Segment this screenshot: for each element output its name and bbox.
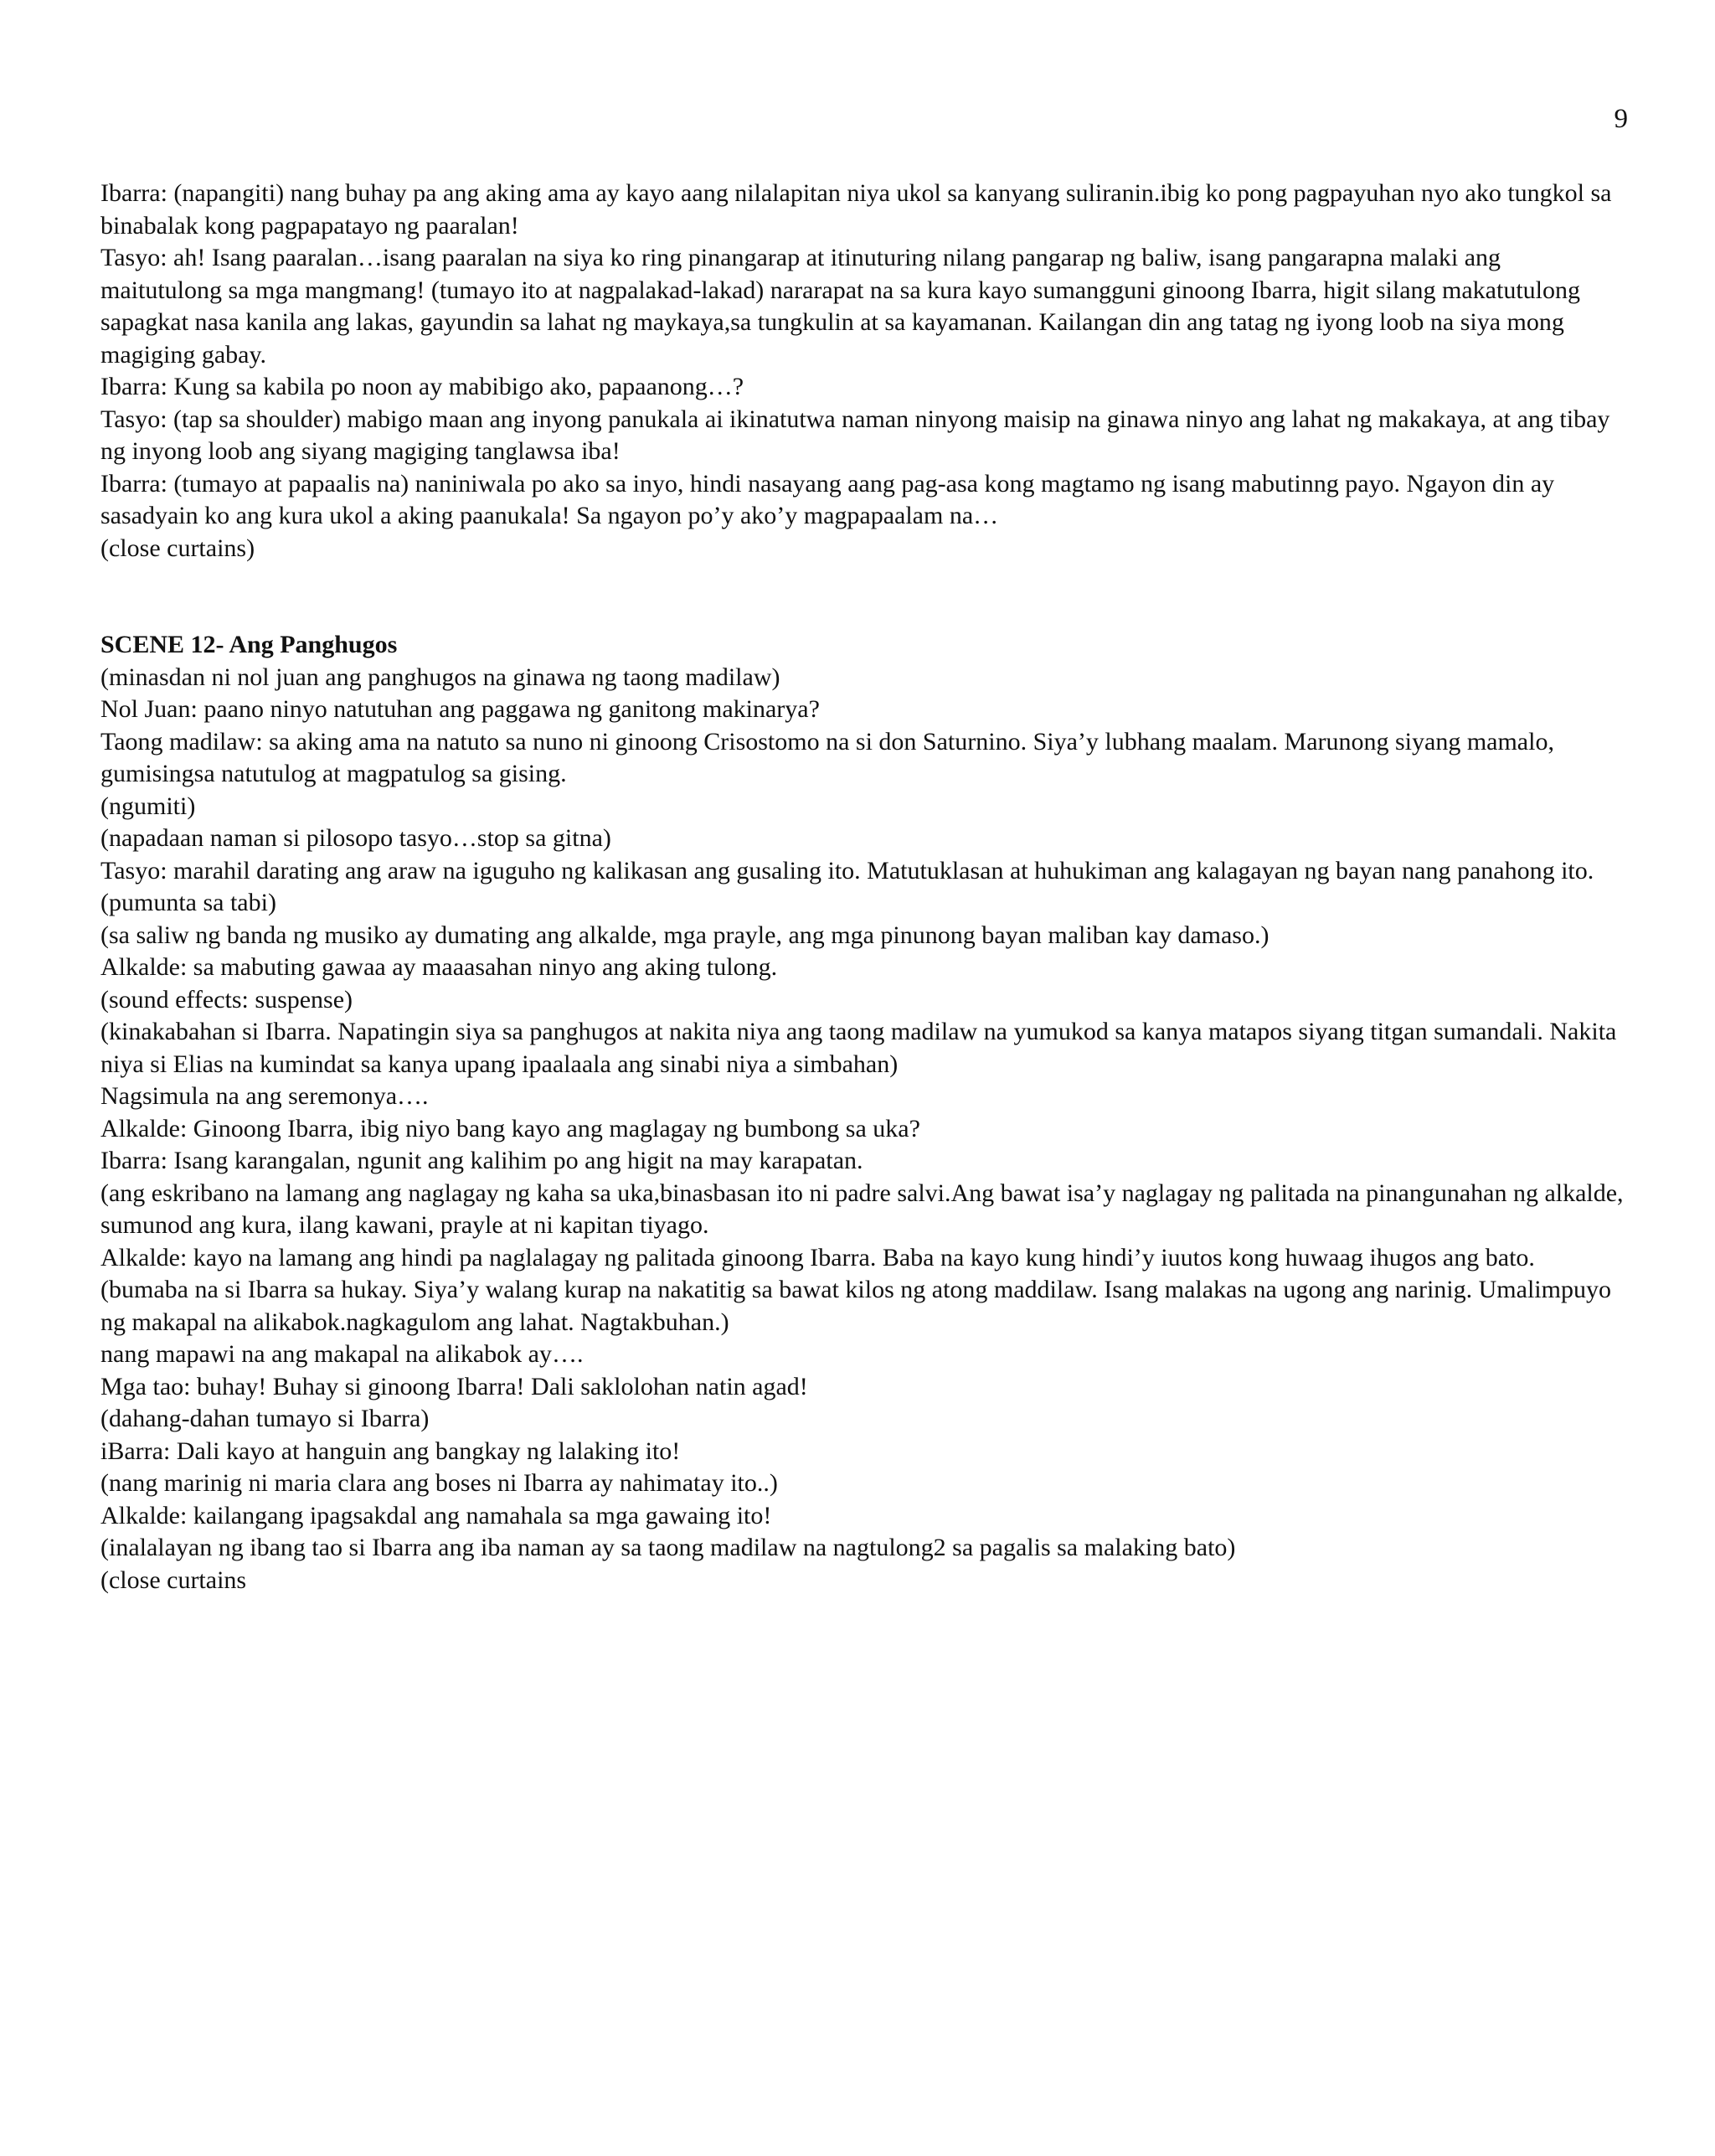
stage-direction: (napadaan naman si pilosopo tasyo…stop sa gitna) [100, 824, 611, 852]
stage-direction: (minasdan ni nol juan ang panghugos na ginawa ng taong madilaw) [100, 663, 780, 691]
stage-direction: (sa saliw ng banda ng musiko ay dumating ang alkalde, mga prayle, ang mga pinunong bayan maliban kay damaso.) [100, 921, 1270, 949]
stage-direction: (close curtains [100, 1565, 247, 1594]
scene-11-dialogue [100, 178, 1625, 565]
scene-heading: SCENE 12- Ang Panghugos [100, 631, 398, 658]
dialogue-line: Alkalde: Ginoong Ibarra, ibig niyo bang kayo ang maglagay ng bumbong sa uka? [100, 1114, 920, 1142]
dialogue-line: Alkalde: sa mabuting gawaa ay maaasahan ninyo ang aking tulong. [100, 953, 778, 981]
dialogue-line: Tasyo: ah! Isang paaralan…isang paaralan na siya ko ring pinangarap at itinuturing nilang pangarap ng baliw, isang pangarapna malaki ang maitutulong sa mga mangmang! (tumayo ito at nagpalakad-lakad) nararapat na sa kura kayo sumangguni ginoong Ibarra, higit silang makatutulong sapagkat nasa kanila ang lakas, gayundin sa lahat ng maykaya,sa tungkulin at sa kayamanan. Kailangan din ang tatag ng iyong loob na siya mong magiging gabay. [100, 244, 1580, 369]
stage-direction: (dahang-dahan tumayo si Ibarra) [100, 1405, 430, 1432]
stage-direction: (bumaba na si Ibarra sa hukay. Siya’y walang kurap na nakatitig sa bawat kilos ng atong maddilaw. Isang malakas na ugong ang narinig. Umalimpuyo ng makapal na alikabok.nagkagulom ang lahat. Nagtakbuhan.) [100, 1276, 1611, 1336]
narration-line: Nagsimula na ang seremonya…. [100, 1082, 429, 1110]
dialogue-line: iBarra: Dali kayo at hanguin ang bangkay ng lalaking ito! [100, 1436, 681, 1465]
dialogue-line: Alkalde: kayo na lamang ang hindi pa naglalagay ng palitada ginoong Ibarra. Baba na kayo kung hindi’y iuutos kong huwaag ihugos ang bato. [100, 1243, 1535, 1271]
dialogue-line: Taong madilaw: sa aking ama na natuto sa nuno ni ginoong Crisostomo na si don Saturnino. Siya’y lubhang maalam. Marunong siyang mamalo, gumisingsa natutulog at magpatulog sa gising. [100, 727, 1554, 787]
dialogue-line: Ibarra: Kung sa kabila po noon ay mabibigo ako, papaanong…? [100, 373, 744, 400]
stage-direction: (close curtains) [100, 534, 255, 562]
stage-direction: (ang eskribano na lamang ang naglagay ng kaha sa uka,binasbasan ito ni padre salvi.Ang bawat isa’y naglagay ng palitada na pinangunahan ng alkalde, sumunod ang kura, ilang kawani, prayle at ni kapitan tiyago. [100, 1179, 1624, 1239]
dialogue-line: Mga tao: buhay! Buhay si ginoong Ibarra! Dali saklolohan natin agad! [100, 1372, 808, 1400]
stage-direction: (ngumiti) [100, 792, 196, 820]
stage-direction: (sound effects: suspense) [100, 985, 353, 1014]
dialogue-line: Ibarra: (tumayo at papaalis na) naniniwala po ako sa inyo, hindi nasayang aang pag-asa kong magtamo ng isang mabutinng payo. Ngayon din ay sasadyain ko ang kura ukol a aking paanukala! Sa ngayon po’y ako’y magpapaalam na… [100, 469, 1555, 529]
page-number: 9 [1614, 104, 1628, 134]
dialogue-line: Nol Juan: paano ninyo natutuhan ang paggawa ng ganitong makinarya? [100, 695, 820, 723]
stage-direction: (inalalayan ng ibang tao si Ibarra ang iba naman ay sa taong madilaw na nagtulong2 sa pagalis sa malaking bato) [100, 1534, 1236, 1561]
dialogue-line: Tasyo: (tap sa shoulder) mabigo maan ang inyong panukala ai ikinatutwa naman ninyong maisip na ginawa ninyo ang lahat ng makakaya, at ang tibay ng inyong loob ang siyang magiging tanglawsa iba! [100, 405, 1610, 465]
dialogue-line: Tasyo: marahil darating ang araw na iguguho ng kalikasan ang gusaling ito. Matutuklasan at huhukiman ang kalagayan ng bayan nang panahong ito. (pumunta sa tabi) [100, 856, 1594, 916]
dialogue-line: Alkalde: kailangang ipagsakdal ang namahala sa mga gawaing ito! [100, 1501, 772, 1529]
scene-12-dialogue [100, 662, 1625, 1597]
narration-line: nang mapawi na ang makapal na alikabok ay…. [100, 1340, 584, 1368]
document-body [100, 178, 1625, 1596]
dialogue-line: Ibarra: (napangiti) nang buhay pa ang aking ama ay kayo aang nilalapitan niya ukol sa kanyang suliranin.ibig ko pong pagpayuhan nyo ako tungkol sa binabalak kong pagpapatayo ng paaralan! [100, 179, 1612, 240]
stage-direction: (nang marinig ni maria clara ang boses ni Ibarra ay nahimatay ito..) [100, 1469, 778, 1497]
stage-direction: (kinakabahan si Ibarra. Napatingin siya sa panghugos at nakita niya ang taong madilaw na yumukod sa kanya matapos siyang titgan sumandali. Nakita niya si Elias na kumindat sa kanya upang ipaalaala ang sinabi niya a simbahan) [100, 1018, 1617, 1078]
dialogue-line: Ibarra: Isang karangalan, ngunit ang kalihim po ang higit na may karapatan. [100, 1147, 863, 1174]
